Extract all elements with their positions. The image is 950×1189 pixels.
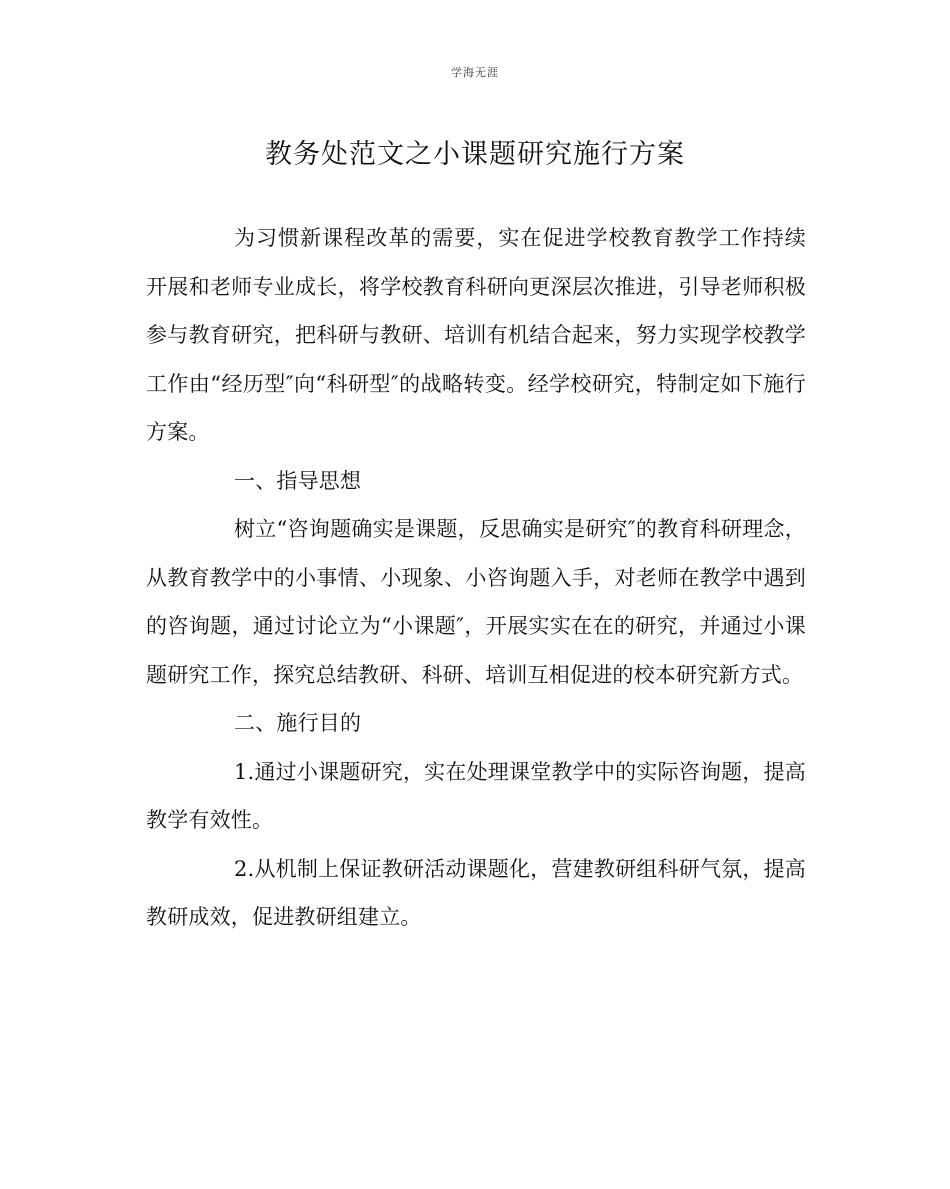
document-body bbox=[146, 214, 806, 942]
purpose-item-2: 2.从机制上保证教研活动课题化，营建教研组科研气氛，提高教研成效，促进教研组建立。 bbox=[146, 856, 806, 929]
header-note: 学海无涯 bbox=[451, 66, 499, 79]
section-heading-purpose: 二、施行目的 bbox=[234, 711, 362, 735]
document-title: 教务处范文之小课题研究施行方案 bbox=[265, 139, 685, 170]
section-heading-guiding-thought: 一、指导思想 bbox=[234, 468, 362, 493]
intro-paragraph: 为习惯新课程改革的需要，实在促进学校教育教学工作持续开展和老师专业成长，将学校教育科研向更深层次推进，引导老师积极参与教育研究，把科研与教研、培训有机结合起来，努力实现学校教学工作由“经历型″向“科研型″的战略转变。经学校研究，特制定如下施行方案。 bbox=[146, 226, 806, 444]
purpose-item-1: 1.通过小课题研究，实在处理课堂教学中的实际咨询题，提高教学有效性。 bbox=[146, 759, 806, 832]
guiding-thought-paragraph: 树立“咨询题确实是课题，反思确实是研究″的教育科研理念，从教育教学中的小事情、小现象、小咨询题入手，对老师在教学中遇到的咨询题，通过讨论立为“小课题″，开展实实在在的研究，并通过小课题研究工作，探究总结教研、科研、培训互相促进的校本研究新方式。 bbox=[146, 517, 806, 687]
